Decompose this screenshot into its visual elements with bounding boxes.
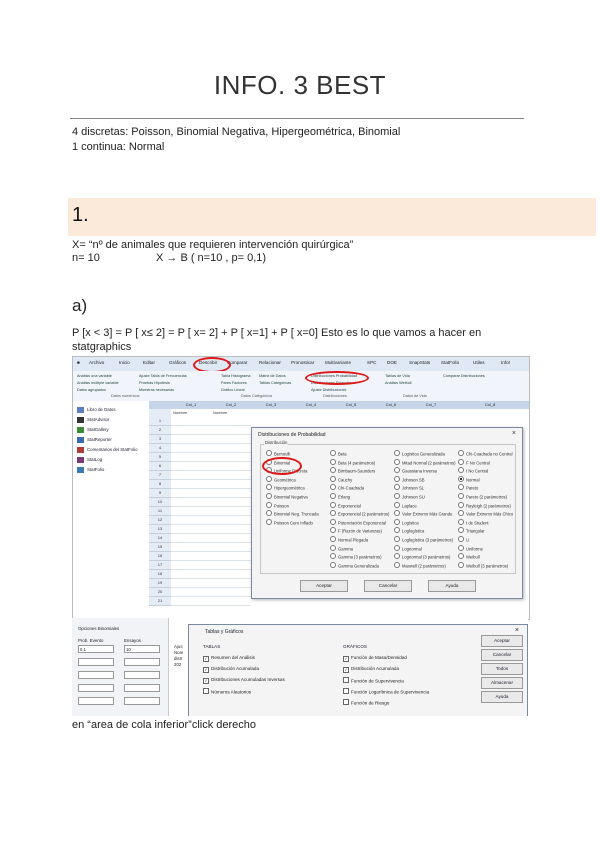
graph-acumulada-checkbox[interactable]: ✓ Distribución Acumulada [344, 666, 400, 672]
grid-row-line [171, 560, 251, 561]
group-datos-categoricos: Datos Categóricos [241, 394, 273, 398]
nav-comentarios[interactable]: Comentarios del StatFolio [87, 447, 138, 452]
prob-event-label: Prob. Evento [78, 638, 104, 643]
distribution-option[interactable]: Chi-Cuadrada [330, 484, 364, 491]
radio-icon [394, 519, 400, 525]
menu-archivo[interactable]: Archivo [89, 360, 105, 365]
radio-icon [330, 493, 336, 499]
grid-row-line [171, 524, 251, 525]
reporter-icon [77, 437, 84, 443]
radio-icon [394, 527, 400, 533]
ribbon-tabla-frecuencias[interactable]: Ajuste Tabla de Frecuencias [139, 374, 187, 378]
document-title: INFO. 3 BEST [213, 70, 387, 100]
distribution-option[interactable]: Beta (4 parámetros) [330, 459, 375, 466]
distribution-option[interactable]: Johnson SL [394, 484, 424, 491]
highlight-binomial-oval [262, 457, 302, 475]
statfolio-navigator [73, 401, 150, 619]
grid-row-line [171, 434, 251, 435]
row-header[interactable]: 13 [149, 525, 171, 534]
distribution-option[interactable]: Exponencial (2 parámetros) [330, 510, 389, 517]
radio-icon [330, 536, 336, 542]
radio-icon [458, 476, 464, 482]
intro-line-1: 4 discretas: Poisson, Binomial Negativa, Hipergeométrica, Binomial [72, 126, 401, 138]
side-text-1: Ajus [174, 644, 183, 649]
group-datos-vida: Datos de Vida [403, 394, 427, 398]
menu-doe[interactable]: DOE [387, 360, 397, 365]
distribution-option[interactable]: F (Razón de Varianzas) [330, 527, 382, 534]
grid-row-line [171, 461, 251, 462]
distribution-option[interactable]: Johnson SB [394, 476, 425, 483]
ribbon [73, 371, 529, 402]
radio-icon [266, 484, 272, 490]
nav-statreporter[interactable]: StatReporter [87, 437, 112, 442]
col-header[interactable]: Col_4 [291, 401, 332, 409]
row-header[interactable]: 18 [149, 570, 171, 579]
distribution-option[interactable]: Potenciación Exponencial [330, 519, 386, 526]
col-header[interactable]: Col_6 [371, 401, 412, 409]
distribution-option[interactable]: Gaussiana Inversa [394, 467, 437, 474]
distribution-option[interactable]: Weibull (3 parámetros) [458, 562, 508, 569]
statgraphics-screenshot [72, 356, 530, 620]
graph-supervivencia-checkbox[interactable]: Función de Supervivencia [343, 677, 404, 684]
checkbox-unchecked-icon [343, 688, 349, 694]
second-col-label: Nombre [213, 410, 228, 415]
panel-title: Opciones Binomiales [78, 626, 120, 631]
radio-icon [330, 527, 336, 533]
radio-icon [458, 493, 464, 499]
nav-statgallery[interactable]: StatGallery [87, 427, 109, 432]
radio-icon [394, 467, 400, 473]
menu-utiles[interactable]: Utiles [473, 360, 485, 365]
ribbon-distribuciones-estandar[interactable]: Distribuciones Estandar [311, 381, 352, 385]
grid-row-line [171, 551, 251, 552]
row-header[interactable]: 17 [149, 561, 171, 570]
checkbox-checked-icon: ✓ [204, 666, 208, 672]
menu-comparar[interactable]: Comparar [227, 360, 248, 365]
nav-statfolio[interactable]: StatFolio [87, 467, 104, 472]
distribution-option[interactable]: Gamma [330, 545, 353, 552]
radio-icon [458, 536, 464, 542]
menu-inicio[interactable]: Inicio [119, 360, 130, 365]
radio-icon [394, 476, 400, 482]
prob-event-field-1[interactable]: 0,1 [78, 645, 114, 653]
col-header[interactable]: Col_2 [211, 401, 252, 409]
menu-infor[interactable]: Infor [501, 360, 511, 365]
group-distribuciones: Distribuciones [323, 394, 347, 398]
prob-event-field-4[interactable] [78, 684, 114, 692]
row-header[interactable]: 2 [149, 426, 171, 435]
ribbon-pares-factores[interactable]: Pares Factores [221, 381, 247, 385]
grid-row-line [171, 452, 251, 453]
corner-cell [149, 401, 172, 409]
trials-field-5[interactable] [124, 697, 160, 705]
checkbox-unchecked-icon [203, 688, 209, 694]
radio-icon [394, 562, 400, 568]
distribution-option[interactable]: Rayleigh (2 parámetros) [458, 502, 511, 509]
help-button[interactable]: Ayuda [481, 691, 523, 703]
radio-icon [330, 450, 336, 456]
close-icon[interactable]: × [511, 430, 516, 437]
distribution-option[interactable]: Weibull [458, 553, 480, 560]
radio-icon [330, 459, 336, 465]
grid-row-line [171, 443, 251, 444]
graphs-header: GRÁFICOS [343, 644, 367, 649]
distribution-option[interactable]: Binomial Negativa [266, 493, 308, 500]
table-acumulada-checkbox[interactable]: ✓ Distribución Acumulada [204, 666, 260, 672]
all-button[interactable]: Todos [481, 663, 523, 675]
grid-row-line [171, 479, 251, 480]
side-text-3: distr [174, 656, 183, 661]
checkbox-checked-icon: ✓ [344, 666, 348, 672]
grid-row-line [171, 533, 251, 534]
distribution-option[interactable]: Hipergeométrica [266, 484, 305, 491]
row-header[interactable]: 16 [149, 552, 171, 561]
distribution-option[interactable]: Logística [394, 519, 419, 526]
radio-icon [458, 562, 464, 568]
distribution-option[interactable]: U [458, 536, 469, 543]
grid-row-line [171, 488, 251, 489]
ribbon-muestras[interactable]: Muestras necesarias [139, 388, 175, 392]
radio-icon [458, 519, 464, 525]
group-datos-numericos: Datos numéricos [111, 394, 140, 398]
radio-icon [458, 553, 464, 559]
radio-icon [394, 536, 400, 542]
distribution-option[interactable]: Bernoulli [266, 450, 290, 457]
table-aleatorios-checkbox[interactable]: Números Aleatorios [203, 688, 251, 695]
distribution-option[interactable]: Geométrica [266, 476, 296, 483]
close-icon[interactable]: × [514, 627, 519, 634]
row-header[interactable]: 10 [149, 498, 171, 507]
ribbon-datos-agrupados[interactable]: Datos agrupados [77, 388, 106, 392]
radio-icon [330, 562, 336, 568]
checkbox-checked-icon: ✓ [204, 677, 208, 683]
graph-riesgo-checkbox[interactable]: Función de Riesgo [343, 699, 389, 706]
menu-describir[interactable]: Describir [199, 360, 218, 365]
nav-statadvisor[interactable]: StatAdvisor [87, 417, 109, 422]
distribution-option[interactable]: Valor Extremo Más Chico [458, 510, 513, 517]
distribution-option[interactable]: Loglogística (3 parámetros) [394, 536, 453, 543]
ribbon-matriz-datos[interactable]: Matriz de Datos [259, 374, 286, 378]
ribbon-analisis-una-variable[interactable]: Análisis una variable [77, 374, 112, 378]
grid-row-line [171, 605, 251, 606]
first-col-label: Nombre [173, 410, 188, 415]
row-header[interactable]: 1 [149, 417, 171, 426]
distribution-option[interactable]: F No Central [458, 459, 490, 466]
radio-icon [458, 450, 464, 456]
tables-header: TABLAS [203, 644, 221, 649]
trials-field-4[interactable] [124, 684, 160, 692]
distribution-option[interactable]: Gamma Generalizada [330, 562, 379, 569]
radio-icon [330, 502, 336, 508]
radio-icon [394, 459, 400, 465]
ribbon-analisis-weibull[interactable]: Análisis Weibull [385, 381, 412, 385]
cancel-button[interactable]: Cancelar [364, 580, 412, 592]
intro-line-2: 1 continua: Normal [72, 141, 165, 153]
row-header[interactable]: 7 [149, 471, 171, 480]
radio-icon [330, 467, 336, 473]
row-header[interactable]: 19 [149, 579, 171, 588]
col-header[interactable]: Col_7 [411, 401, 452, 409]
grid-row-line [171, 497, 251, 498]
ribbon-comparar-distribuciones[interactable]: Comparar Distribuciones [443, 374, 485, 378]
side-text-4: 202 [174, 662, 182, 667]
distribution-option[interactable]: t de Student [458, 519, 489, 526]
ribbon-ajuste-distribuciones[interactable]: Ajuste Distribuciones [311, 388, 347, 392]
checkbox-checked-icon: ✓ [344, 655, 348, 661]
checkbox-unchecked-icon [343, 699, 349, 705]
distribution-option[interactable]: Valor Extremo Más Grande [394, 510, 452, 517]
checkbox-checked-icon: ✓ [204, 655, 208, 661]
ribbon-tablas-categoricas[interactable]: Tablas Categóricas [259, 381, 292, 385]
menu-bar [73, 357, 529, 371]
log-icon [77, 457, 84, 463]
distribution-option[interactable]: t No Central [458, 467, 488, 474]
col-header[interactable]: Col_5 [331, 401, 372, 409]
datasheet-icon [77, 407, 84, 413]
radio-icon [394, 502, 400, 508]
grid-row-line [171, 425, 251, 426]
graph-masa-checkbox[interactable]: ✓ Función de Masa/Densidad [344, 655, 407, 661]
graph-log-supervivencia-checkbox[interactable]: Función Logarítmica de Supervivencia [343, 688, 429, 695]
dialog-title: Distribuciones de Probabilidad [258, 432, 326, 438]
distribution-option[interactable]: Pareto (2 parámetros) [458, 493, 507, 500]
radio-icon [330, 545, 336, 551]
grid-row-line [171, 542, 251, 543]
help-button[interactable]: Ayuda [428, 580, 476, 592]
table-inversas-checkbox[interactable]: ✓ Distribuciones Acumuladas Inversas [204, 677, 285, 683]
menu-pronosticar[interactable]: Pronosticar [291, 360, 315, 365]
menu-statfolio[interactable]: StatFolio [441, 360, 460, 365]
radio-icon [394, 484, 400, 490]
title-divider [70, 118, 524, 119]
store-button[interactable]: Almacenar [481, 677, 523, 689]
distribution-option[interactable]: Cauchy [330, 476, 352, 483]
nav-libro-datos[interactable]: Libro de Datos [87, 407, 116, 412]
distributions-dialog [251, 427, 523, 599]
variable-definition: X= “nº de animales que requieren intervención quirúrgica” [72, 239, 354, 251]
row-header[interactable]: 3 [149, 435, 171, 444]
distribution-option[interactable]: Triangular [458, 527, 485, 534]
distribution-option[interactable]: Normal Plegada [330, 536, 368, 543]
ribbon-tablas-vida[interactable]: Tablas de Vida [385, 374, 410, 378]
row-header[interactable]: 11 [149, 507, 171, 516]
ribbon-tabla-histograma[interactable]: Tabla Histograma [221, 374, 251, 378]
grid-row-line [171, 578, 251, 579]
binomial-options-panel [72, 618, 169, 716]
distribution-option[interactable]: Pareto [458, 484, 478, 491]
options-screenshot [72, 618, 528, 716]
col-header[interactable]: Col_3 [251, 401, 292, 409]
formula-line-2: statgraphics [72, 341, 132, 353]
row-header[interactable]: 21 [149, 597, 171, 606]
row-header[interactable]: 9 [149, 489, 171, 498]
radio-icon [458, 527, 464, 533]
distribution-group-label: Distribución [265, 440, 288, 445]
radio-icon [266, 450, 272, 456]
distribution-option[interactable]: Binomial Neg. Truncada [266, 510, 319, 517]
trials-label: Ensayos [124, 638, 141, 643]
trials-field-2[interactable] [124, 658, 160, 666]
radio-icon [458, 459, 464, 465]
formula-line-1: P [x < 3] = P [ x≤ 2] = P [ x= 2] + P [ x=1] + P [ x=0] Esto es lo que vamos a hacer en [72, 327, 482, 339]
distribution-option[interactable]: Erlang [330, 493, 350, 500]
radio-icon [394, 510, 400, 516]
tables-graphs-dialog [188, 624, 528, 716]
distribution-option[interactable]: Poisson [266, 502, 289, 509]
trials-field-3[interactable] [124, 671, 160, 679]
col-header[interactable]: Col_1 [171, 401, 212, 409]
comments-icon [77, 447, 84, 453]
table-resumen-checkbox[interactable]: ✓ Resumen del Análisis [204, 655, 255, 661]
distribution-option[interactable]: Birnbaum-Saunders [330, 467, 375, 474]
checkbox-unchecked-icon [343, 677, 349, 683]
radio-icon [266, 519, 272, 525]
grid-row-line [171, 470, 251, 471]
radio-icon [330, 553, 336, 559]
radio-icon [330, 519, 336, 525]
ribbon-grafico-lineal[interactable]: Gráfico Lineal [221, 388, 245, 392]
menu-graficos[interactable]: Gráficos [169, 360, 187, 365]
distribution-line: X → B ( n=10 , p= 0,1) [156, 252, 267, 264]
sample-size: n= 10 [72, 252, 100, 264]
radio-icon [394, 545, 400, 551]
prob-event-field-2[interactable] [78, 658, 114, 666]
distribution-option[interactable]: Mitad Normal (2 parámetros) [394, 459, 456, 466]
distribution-option[interactable]: Lognormal (3 parámetros) [394, 553, 450, 560]
section-1-heading-block [68, 198, 596, 236]
distribution-option[interactable]: Chi-Cuadrada no Central [458, 450, 513, 457]
radio-icon [458, 545, 464, 551]
highlight-distribuciones-oval [305, 371, 369, 385]
app-logo-icon: ■ [77, 360, 80, 365]
analysis-side-text [174, 618, 188, 678]
radio-icon [458, 502, 464, 508]
radio-icon [330, 476, 336, 482]
row-header[interactable]: 14 [149, 534, 171, 543]
distribution-option[interactable]: Binomial [266, 459, 290, 466]
section-a-heading: a) [72, 296, 88, 315]
nav-statlog[interactable]: StatLog [87, 457, 102, 462]
menu-snapstats[interactable]: SnapStats [409, 360, 431, 365]
ribbon-distribuciones-probabilidad[interactable]: Distribuciones Probabilidad [311, 374, 358, 378]
grid-row-line [171, 569, 251, 570]
grid-row-line [171, 506, 251, 507]
menu-multivariante[interactable]: Multivariante [325, 360, 352, 365]
radio-icon [266, 510, 272, 516]
menu-relacionar[interactable]: Relacionar [259, 360, 281, 365]
distribution-option[interactable]: Gamma (3 parámetros) [330, 553, 382, 560]
dialog2-title: Tablas y Gráficos [205, 629, 244, 635]
menu-spc[interactable]: SPC [367, 360, 377, 365]
radio-icon [458, 484, 464, 490]
distribution-option[interactable]: Maxwell (2 parámetros) [394, 562, 446, 569]
trials-field-1[interactable]: 10 [124, 645, 160, 653]
cancel-button[interactable]: Cancelar [481, 649, 523, 661]
distribution-option[interactable]: Laplace [394, 502, 417, 509]
radio-icon [458, 467, 464, 473]
prob-event-field-3[interactable] [78, 671, 114, 679]
distribution-option[interactable]: Uniforme Discreta [266, 467, 308, 474]
radio-icon [266, 493, 272, 499]
gallery-icon [77, 427, 84, 433]
ribbon-analisis-multiple[interactable]: Análisis múltiple variable [77, 381, 119, 385]
distribution-option[interactable]: Poisson Cero Inflado [266, 519, 313, 526]
section-1-heading: 1. [72, 204, 89, 226]
row-header[interactable]: 12 [149, 516, 171, 525]
row-header[interactable]: 5 [149, 453, 171, 462]
side-text-2: Nom [174, 650, 184, 655]
grid-row-line [171, 596, 251, 597]
ribbon-pruebas-hipotesis[interactable]: Pruebas Hipótesis [139, 381, 170, 385]
radio-icon [458, 510, 464, 516]
distribution-option[interactable]: Lognormal [394, 545, 422, 552]
statfolio-icon [77, 467, 84, 473]
distribution-option[interactable]: Logística Generalizada [394, 450, 445, 457]
accept-button[interactable]: Aceptar [300, 580, 348, 592]
row-header[interactable]: 4 [149, 444, 171, 453]
radio-icon [394, 493, 400, 499]
row-header[interactable]: 8 [149, 480, 171, 489]
distribution-option[interactable]: Beta [330, 450, 347, 457]
distribution-option[interactable]: Normal [458, 476, 480, 483]
accept-button[interactable]: Aceptar [481, 635, 523, 647]
radio-icon [330, 510, 336, 516]
menu-editar[interactable]: Editar [143, 360, 156, 365]
row-header[interactable]: 20 [149, 588, 171, 597]
grid-row-line [171, 515, 251, 516]
distribution-option[interactable]: Uniforme [458, 545, 483, 552]
prob-event-field-5[interactable] [78, 697, 114, 705]
radio-icon [394, 450, 400, 456]
distribution-option[interactable]: Johnson SU [394, 493, 425, 500]
radio-icon [266, 476, 272, 482]
distribution-option[interactable]: Exponencial [330, 502, 361, 509]
row-header[interactable]: 6 [149, 462, 171, 471]
radio-icon [330, 484, 336, 490]
advisor-icon [77, 417, 84, 423]
footer-note: en “area de cola inferior”click derecho [72, 719, 257, 731]
radio-icon [394, 553, 400, 559]
row-header[interactable]: 15 [149, 543, 171, 552]
distribution-option[interactable]: Loglogística [394, 527, 424, 534]
grid-row-line [171, 587, 251, 588]
col-header[interactable]: Col_8 [451, 401, 530, 409]
radio-icon [266, 502, 272, 508]
